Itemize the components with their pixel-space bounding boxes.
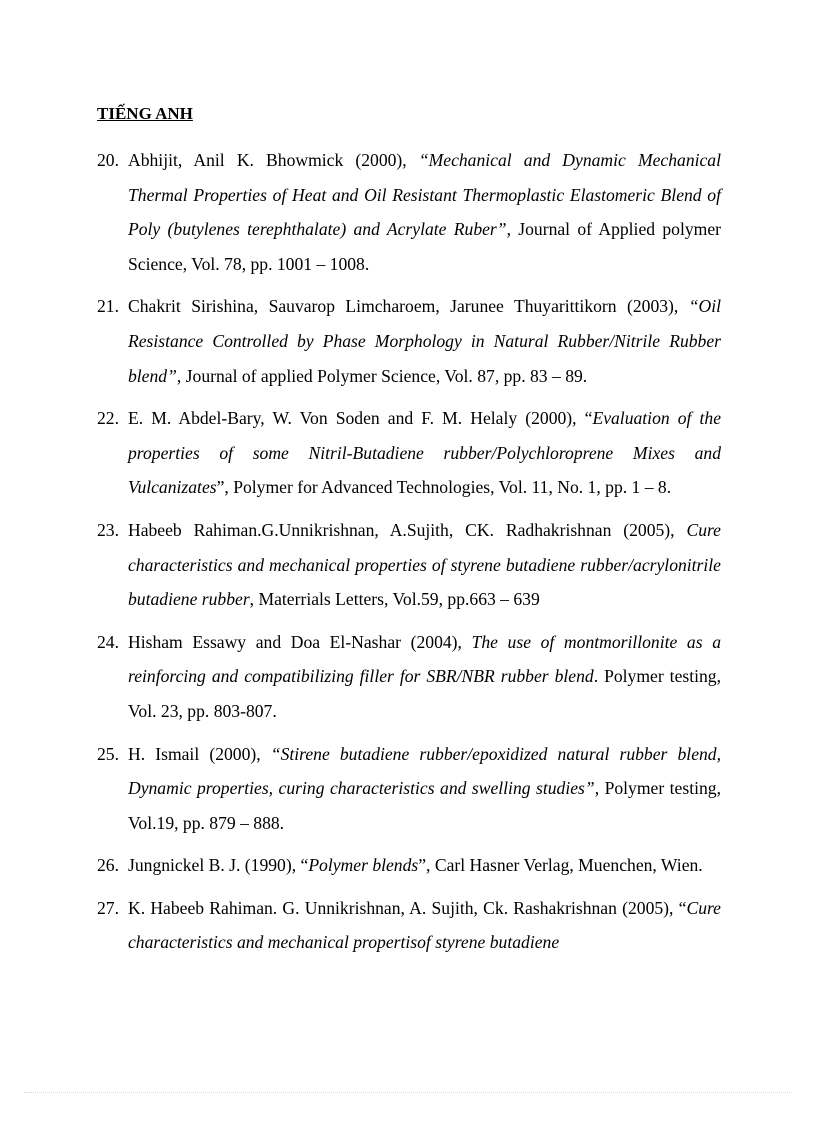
reference-item bbox=[97, 401, 721, 505]
reference-item bbox=[97, 891, 721, 960]
reference-source: , Polymer testing, Vol.19, pp. 879 – 888. bbox=[128, 778, 721, 833]
reference-number: 24. bbox=[97, 631, 119, 652]
reference-authors: Jungnickel B. J. (1990), “ bbox=[128, 855, 309, 876]
reference-item bbox=[97, 143, 721, 281]
reference-title: Evaluation of the properties of some Nitril-Butadiene rubber/Polychloroprene Mixes and Vulcanizates bbox=[128, 408, 722, 498]
reference-number: 21. bbox=[97, 296, 119, 317]
page-footer-divider bbox=[24, 1092, 792, 1093]
reference-number: 27. bbox=[97, 897, 119, 918]
reference-title: “Oil Resistance Controlled by Phase Morphology in Natural Rubber/Nitrile Rubber blend” bbox=[128, 296, 721, 386]
reference-number: 26. bbox=[97, 855, 119, 876]
reference-authors: Habeeb Rahiman.G.Unnikrishnan, A.Sujith, CK. Radhakrishnan (2005), bbox=[128, 519, 687, 540]
reference-authors: K. Habeeb Rahiman. G. Unnikrishnan, A. Sujith, Ck. Rashakrishnan (2005), “ bbox=[128, 897, 687, 918]
reference-authors: E. M. Abdel-Bary, W. Von Soden and F. M. Helaly (2000), “ bbox=[128, 408, 593, 429]
reference-title: Polymer blends bbox=[308, 855, 419, 876]
reference-item bbox=[97, 289, 721, 393]
reference-authors: Hisham Essawy and Doa El-Nashar (2004), bbox=[128, 631, 472, 652]
section-heading: TIẾNG ANH bbox=[97, 104, 193, 123]
reference-source: ”, Polymer for Advanced Technologies, Vol. 11, No. 1, pp. 1 – 8. bbox=[216, 477, 672, 498]
reference-item bbox=[97, 737, 721, 841]
reference-source: , Journal of Applied polymer Science, Vol. 78, pp. 1001 – 1008. bbox=[128, 219, 721, 274]
reference-item bbox=[97, 513, 721, 617]
reference-authors: Abhijit, Anil K. Bhowmick (2000), bbox=[128, 150, 419, 170]
reference-source: . Polymer testing, Vol. 23, pp. 803-807. bbox=[128, 666, 721, 721]
reference-list bbox=[97, 143, 721, 968]
reference-source: ”, Carl Hasner Verlag, Muenchen, Wien. bbox=[418, 855, 703, 876]
reference-number: 23. bbox=[97, 519, 119, 540]
reference-title: The use of montmorillonite as a reinforcing and compatibilizing filler for SBR/NBR rubber blend bbox=[128, 631, 721, 687]
reference-title: Cure characteristics and mechanical propertisof styrene butadiene bbox=[128, 897, 721, 953]
reference-number: 20. bbox=[97, 150, 119, 170]
reference-authors: H. Ismail (2000), bbox=[128, 743, 271, 764]
reference-number: 25. bbox=[97, 743, 119, 764]
reference-title: Cure characteristics and mechanical properties of styrene butadiene rubber/acrylonitrile butadiene rubber bbox=[128, 519, 721, 610]
reference-title: “Mechanical and Dynamic Mechanical Thermal Properties of Heat and Oil Resistant Thermoplastic Elastomeric Blend of Poly (butylenes terephthalate) and Acrylate Ruber” bbox=[128, 150, 721, 240]
reference-item bbox=[97, 848, 721, 883]
reference-title: “Stirene butadiene rubber/epoxidized natural rubber blend, Dynamic properties, curing characteristics and swelling studies” bbox=[128, 743, 721, 799]
reference-source: , Journal of applied Polymer Science, Vol. 87, pp. 83 – 89. bbox=[176, 365, 588, 386]
reference-item bbox=[97, 625, 721, 729]
reference-authors: Chakrit Sirishina, Sauvarop Limcharoem, Jarunee Thuyarittikorn (2003), bbox=[128, 296, 689, 317]
reference-source: , Materrials Letters, Vol.59, pp.663 – 639 bbox=[249, 589, 540, 610]
reference-number: 22. bbox=[97, 408, 119, 429]
